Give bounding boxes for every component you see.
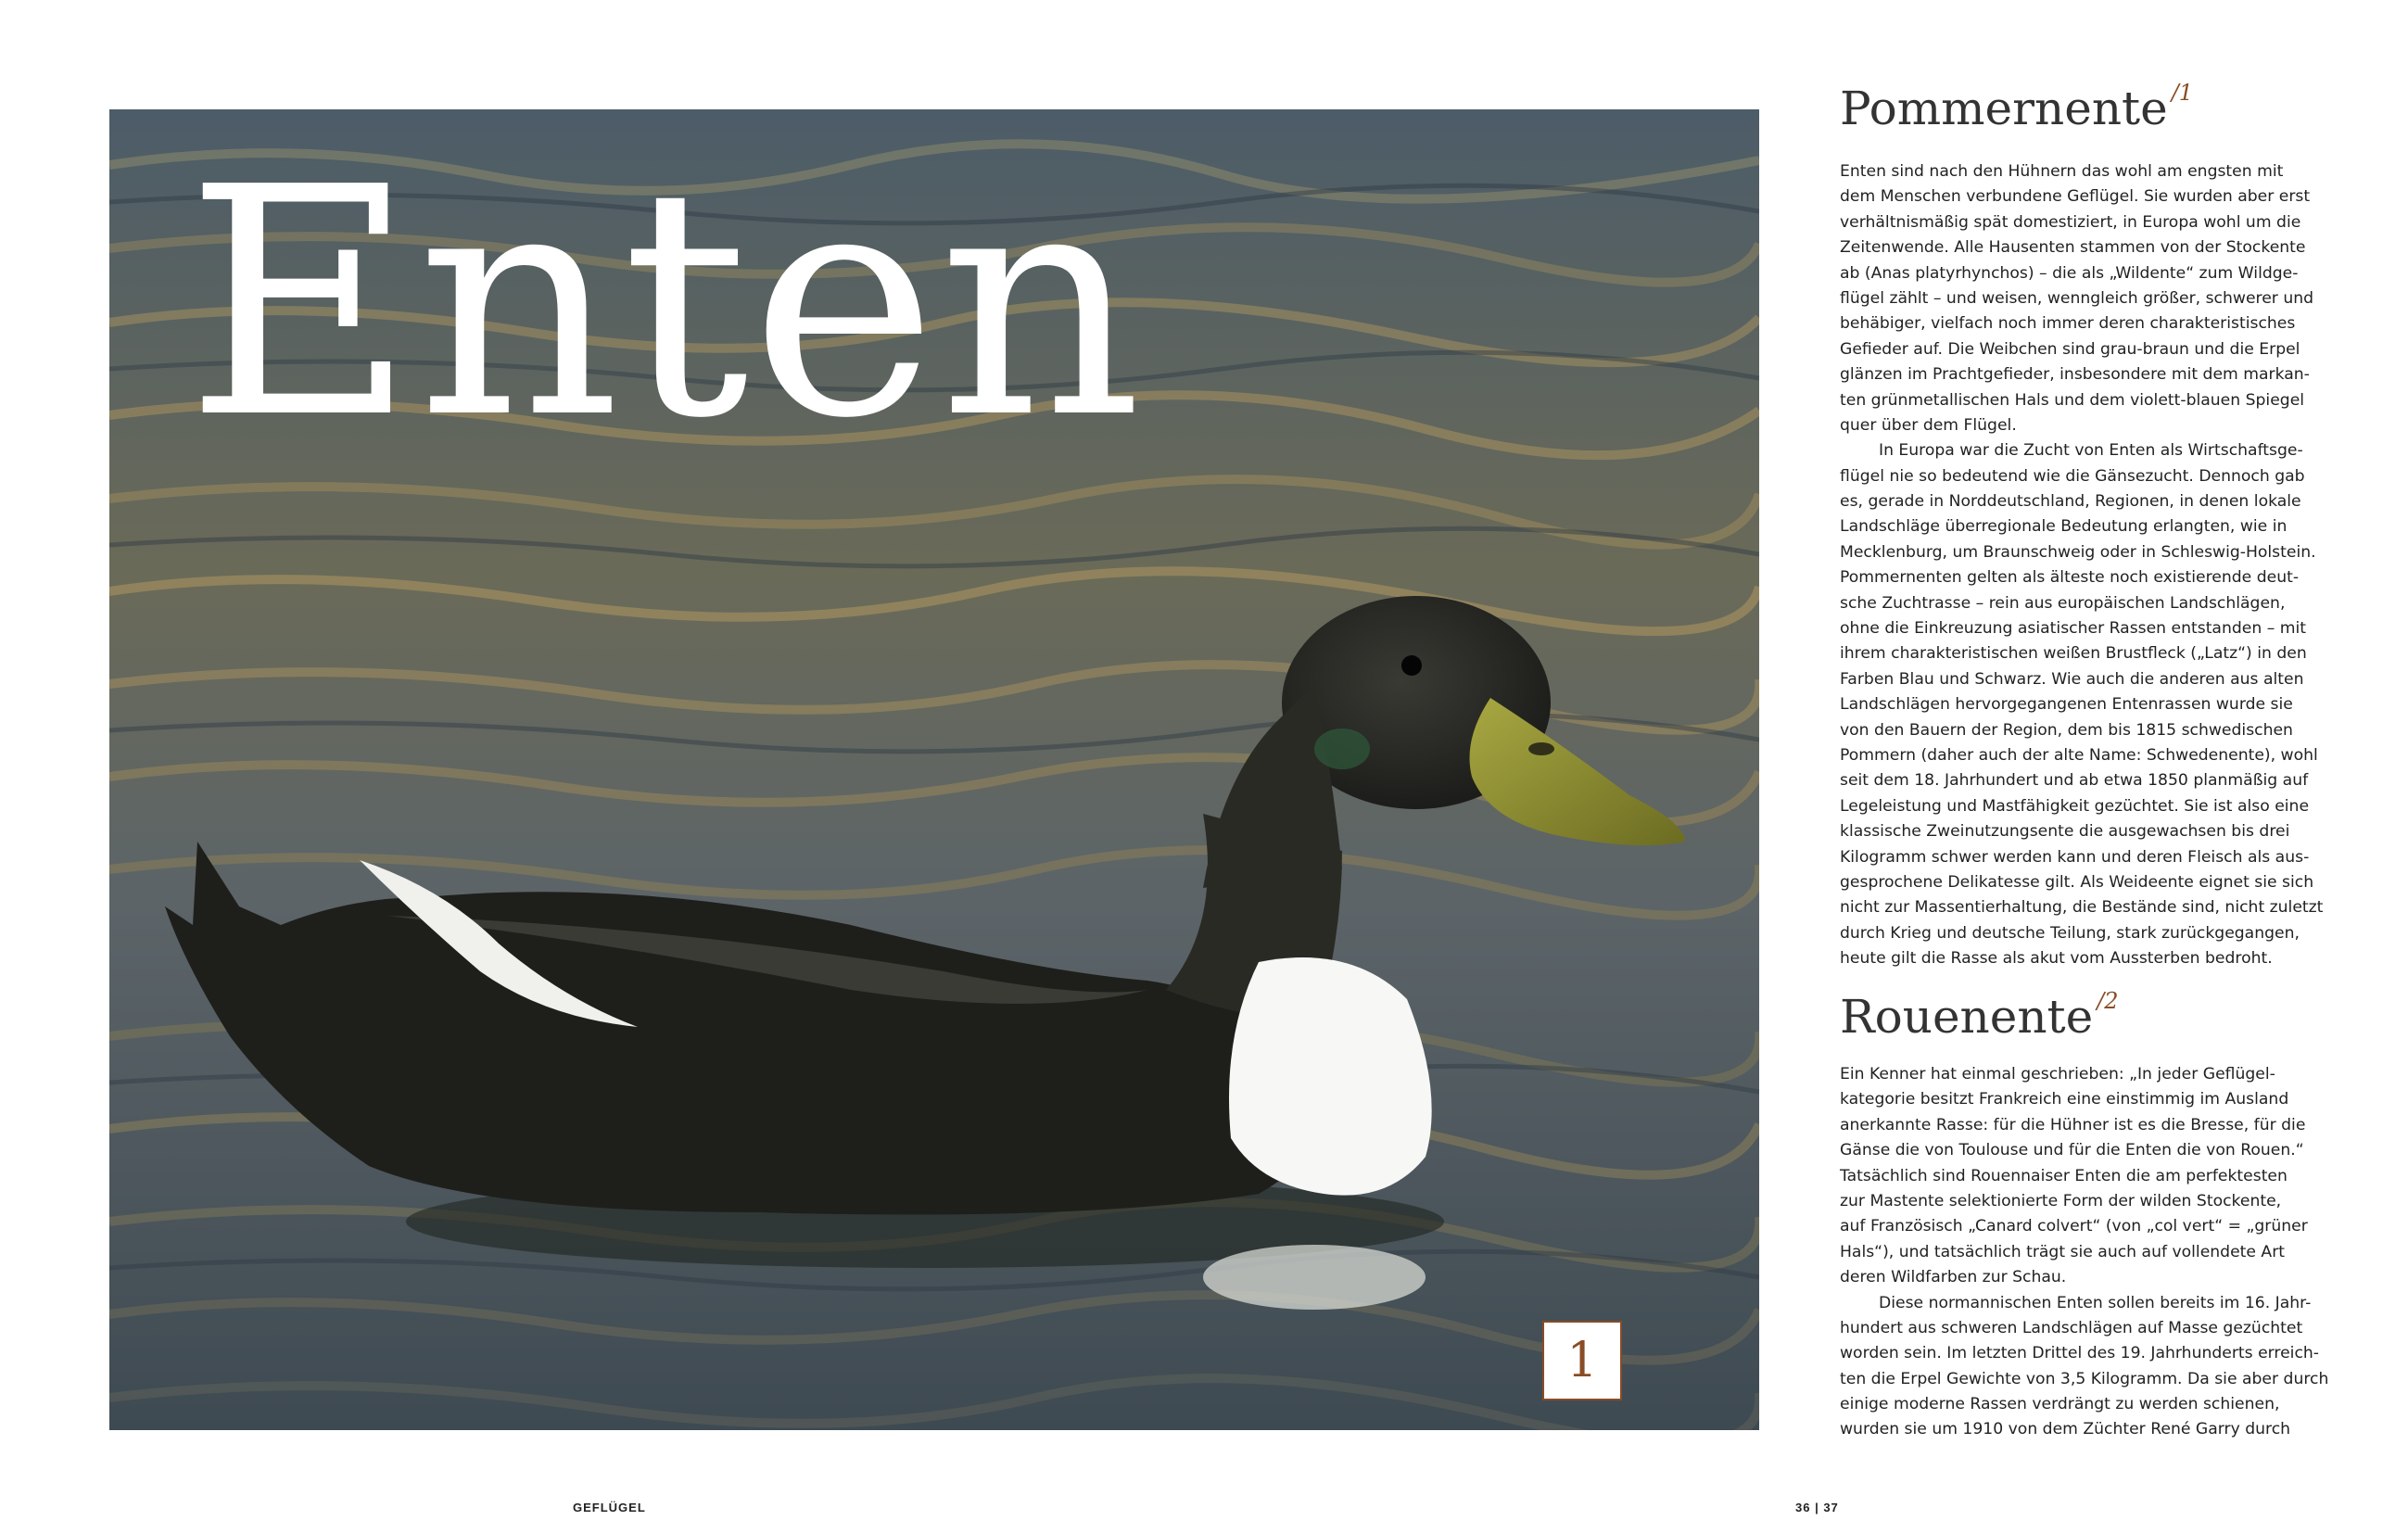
body-text-line: Kilogramm schwer werden kann und deren Fleisch als aus- — [1840, 847, 2310, 867]
section-pommernente — [1840, 80, 2313, 135]
body-text-line: ihrem charakteristischen weißen Brustfleck („Latz“) in den — [1840, 644, 2307, 664]
body-text-line: von den Bauern der Region, dem bis 1815 schwedischen — [1840, 720, 2293, 740]
body-text-line: Diese normannischen Enten sollen bereits im 16. Jahr- — [1879, 1293, 2312, 1312]
body-text-line: flügel zählt – und weisen, wenngleich größer, schwerer und — [1840, 288, 2314, 308]
body-text-line: Gefieder auf. Die Weibchen sind grau-braun und die Erpel — [1840, 339, 2300, 359]
body-text-line: glänzen im Prachtgefieder, insbesondere mit dem markan- — [1840, 365, 2310, 385]
body-text-line: Landschlägen hervorgegangenen Entenrassen wurde sie — [1840, 695, 2293, 715]
body-text-line: behäbiger, vielfach noch immer deren charakteristisches — [1840, 314, 2296, 334]
body-text-line: ab (Anas platyrhynchos) – die als „Wildente“ zum Wildge- — [1840, 263, 2299, 283]
section-rouenente — [1840, 988, 2313, 1044]
body-text-line: quer über dem Flügel. — [1840, 415, 2017, 435]
body-text-line: Ein Kenner hat einmal geschrieben: „In jeder Geflügel- — [1840, 1065, 2275, 1083]
section-heading-pommernente — [1840, 80, 2313, 135]
body-text-line: Hals“), und tatsächlich trägt sie auch auf vollendete Art — [1840, 1242, 2285, 1261]
body-text-line: es, gerade in Norddeutschland, Regionen, in denen lokale — [1840, 492, 2301, 512]
body-text-line: Tatsächlich sind Rouennaiser Enten die am perfektesten — [1840, 1166, 2288, 1185]
body-text-line: Gänse die von Toulouse und für die Enten die von Rouen.“ — [1840, 1141, 2304, 1160]
body-text-line: verhältnismäßig spät domestiziert, in Europa wohl um die — [1840, 212, 2301, 232]
heading-text: Pommernente — [1840, 82, 2168, 135]
body-text-line: ten grünmetallischen Hals und dem violett-blauen Spiegel — [1840, 390, 2305, 410]
body-text-line: ohne die Einkreuzung asiatischer Rassen entstanden – mit — [1840, 619, 2307, 639]
body-text-line: Pommernenten gelten als älteste noch existierende deut- — [1840, 568, 2300, 588]
section-heading-rouenente — [1840, 988, 2313, 1044]
body-text-line: durch Krieg und deutsche Teilung, stark zurückgegangen, — [1840, 923, 2300, 943]
body-text-line: ten die Erpel Gewichte von 3,5 Kilogramm. Da sie aber durch — [1840, 1369, 2329, 1388]
body-text-line: dem Menschen verbundene Geflügel. Sie wurden aber erst — [1840, 187, 2311, 207]
section-pommernente-body — [1840, 159, 2324, 972]
body-text-line: seit dem 18. Jahrhundert und ab etwa 1850 planmäßig auf — [1840, 771, 2309, 791]
body-text-line: anerkannte Rasse: für die Hühner ist es die Bresse, für die — [1840, 1115, 2306, 1134]
body-text-line: Enten sind nach den Hühnern das wohl am engsten mit — [1840, 162, 2284, 181]
body-text-line: hundert aus schweren Landschlägen auf Masse gezüchtet — [1840, 1318, 2303, 1337]
body-text-line: heute gilt die Rasse als akut vom Aussterben bedroht. — [1840, 949, 2273, 969]
body-text-line: Landschläge überregionale Bedeutung erlangten, wie in — [1840, 517, 2288, 537]
body-text-line: Legeleistung und Mastfähigkeit gezüchtet. Sie ist also eine — [1840, 796, 2310, 816]
body-text-line: Mecklenburg, um Braunschweig oder in Schleswig-Holstein. — [1840, 542, 2316, 562]
body-text-line: gesprochene Delikatesse gilt. Als Weideente eignet sie sich — [1840, 872, 2314, 892]
body-text-line: Farben Blau und Schwarz. Wie auch die anderen aus alten — [1840, 669, 2304, 689]
heading-ref: /2 — [2097, 988, 2119, 1014]
heading-ref: /1 — [2171, 80, 2194, 106]
body-text-line: deren Wildfarben zur Schau. — [1840, 1268, 2067, 1287]
body-text-line: In Europa war die Zucht von Enten als Wirtschaftsge- — [1879, 441, 2303, 461]
duck-photo — [109, 109, 1759, 1430]
section-rouenente-body — [1840, 1062, 2329, 1443]
body-text-line: nicht zur Massentierhaltung, die Bestände sind, nicht zuletzt — [1840, 898, 2324, 918]
body-text-line: auf Französisch „Canard colvert“ (von „col vert“ = „grüner — [1840, 1217, 2308, 1236]
body-text-line: worden sein. Im letzten Drittel des 19. Jahrhunderts erreich- — [1840, 1344, 2319, 1363]
body-text-line: klassische Zweinutzungsente die ausgewachsen bis drei — [1840, 822, 2290, 842]
body-text-line: Pommern (daher auch der alte Name: Schwedenente), wohl — [1840, 745, 2318, 765]
body-text-line: zur Mastente selektionierte Form der wilden Stockente, — [1840, 1191, 2282, 1210]
heading-text: Rouenente — [1840, 990, 2094, 1044]
body-text-line: einige moderne Rassen verdrängt zu werden schienen, — [1840, 1395, 2280, 1414]
footer-page-numbers: 36 | 37 — [1795, 1501, 1839, 1514]
photo-title: Enten — [185, 120, 1144, 488]
body-text-line: wurden sie um 1910 von dem Züchter René Garry durch — [1840, 1420, 2291, 1439]
footer-section: GEFLÜGEL — [573, 1501, 646, 1514]
body-text-line: Zeitenwende. Alle Hausenten stammen von der Stockente — [1840, 238, 2306, 258]
body-text-line: sche Zuchtrasse – rein aus europäischen Landschlägen, — [1840, 593, 2286, 613]
body-text-line: kategorie besitzt Frankreich eine einstimmig im Ausland — [1840, 1090, 2289, 1109]
photo-number-badge: 1 — [1542, 1321, 1622, 1400]
body-text-line: flügel nie so bedeutend wie die Gänsezucht. Dennoch gab — [1840, 466, 2305, 486]
